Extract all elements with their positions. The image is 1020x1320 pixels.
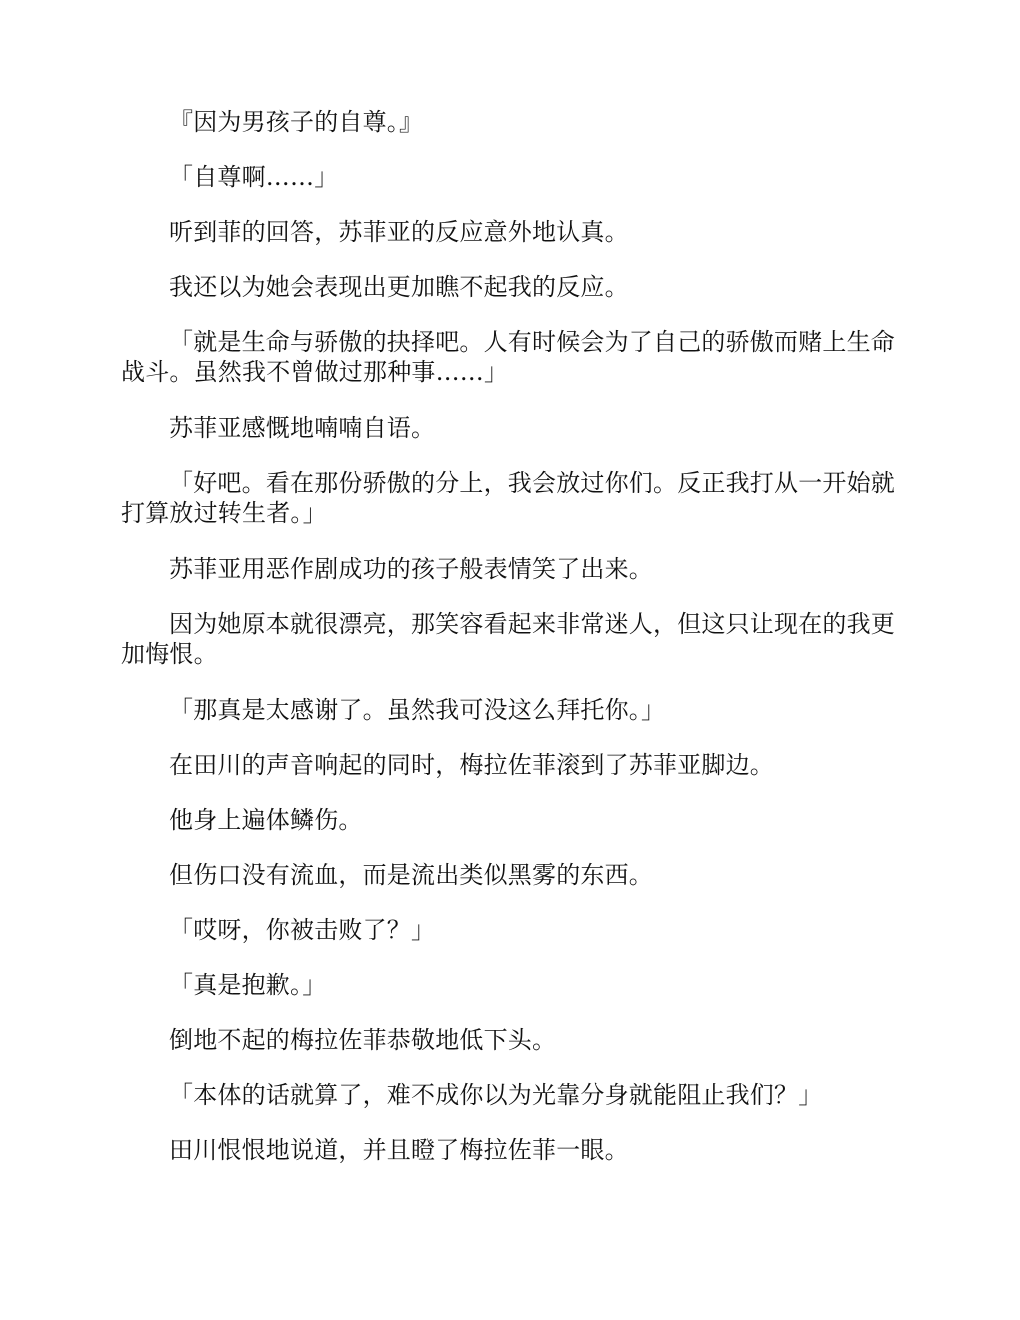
paragraph-13: 但伤口没有流血，而是流出类似黑雾的东西。 — [169, 861, 653, 889]
paragraph-7: 「好吧。看在那份骄傲的分上，我会放过你们。反正我打从一开始就打算放过转生者。」 — [121, 469, 895, 527]
paragraph-10: 「那真是太感谢了。虽然我可没这么拜托你。」 — [169, 696, 666, 724]
paragraph-14: 「哎呀，你被击败了？」 — [169, 916, 436, 944]
paragraph-15: 「真是抱歉。」 — [169, 971, 327, 999]
document-page — [121, 107, 901, 1190]
paragraph-8: 苏菲亚用恶作剧成功的孩子般表情笑了出来。 — [169, 555, 653, 583]
paragraph-17: 「本体的话就算了，难不成你以为光靠分身就能阻止我们？」 — [169, 1081, 823, 1109]
paragraph-3: 听到菲的回答，苏菲亚的反应意外地认真。 — [169, 218, 629, 246]
paragraph-9: 因为她原本就很漂亮，那笑容看起来非常迷人，但这只让现在的我更加悔恨。 — [121, 610, 895, 668]
paragraph-16: 倒地不起的梅拉佐菲恭敬地低下头。 — [169, 1026, 557, 1054]
paragraph-11: 在田川的声音响起的同时，梅拉佐菲滚到了苏菲亚脚边。 — [169, 751, 774, 779]
paragraph-12: 他身上遍体鳞伤。 — [169, 806, 363, 834]
paragraph-2: 「自尊啊……」 — [169, 163, 339, 191]
paragraph-4: 我还以为她会表现出更加瞧不起我的反应。 — [169, 273, 629, 301]
paragraph-5: 「就是生命与骄傲的抉择吧。人有时候会为了自己的骄傲而赌上生命战斗。虽然我不曾做过那种事……」 — [121, 328, 895, 386]
paragraph-18: 田川恨恨地说道，并且瞪了梅拉佐菲一眼。 — [169, 1136, 629, 1164]
paragraph-1: 『因为男孩子的自尊。』 — [169, 108, 424, 136]
paragraph-6: 苏菲亚感慨地喃喃自语。 — [169, 414, 436, 442]
